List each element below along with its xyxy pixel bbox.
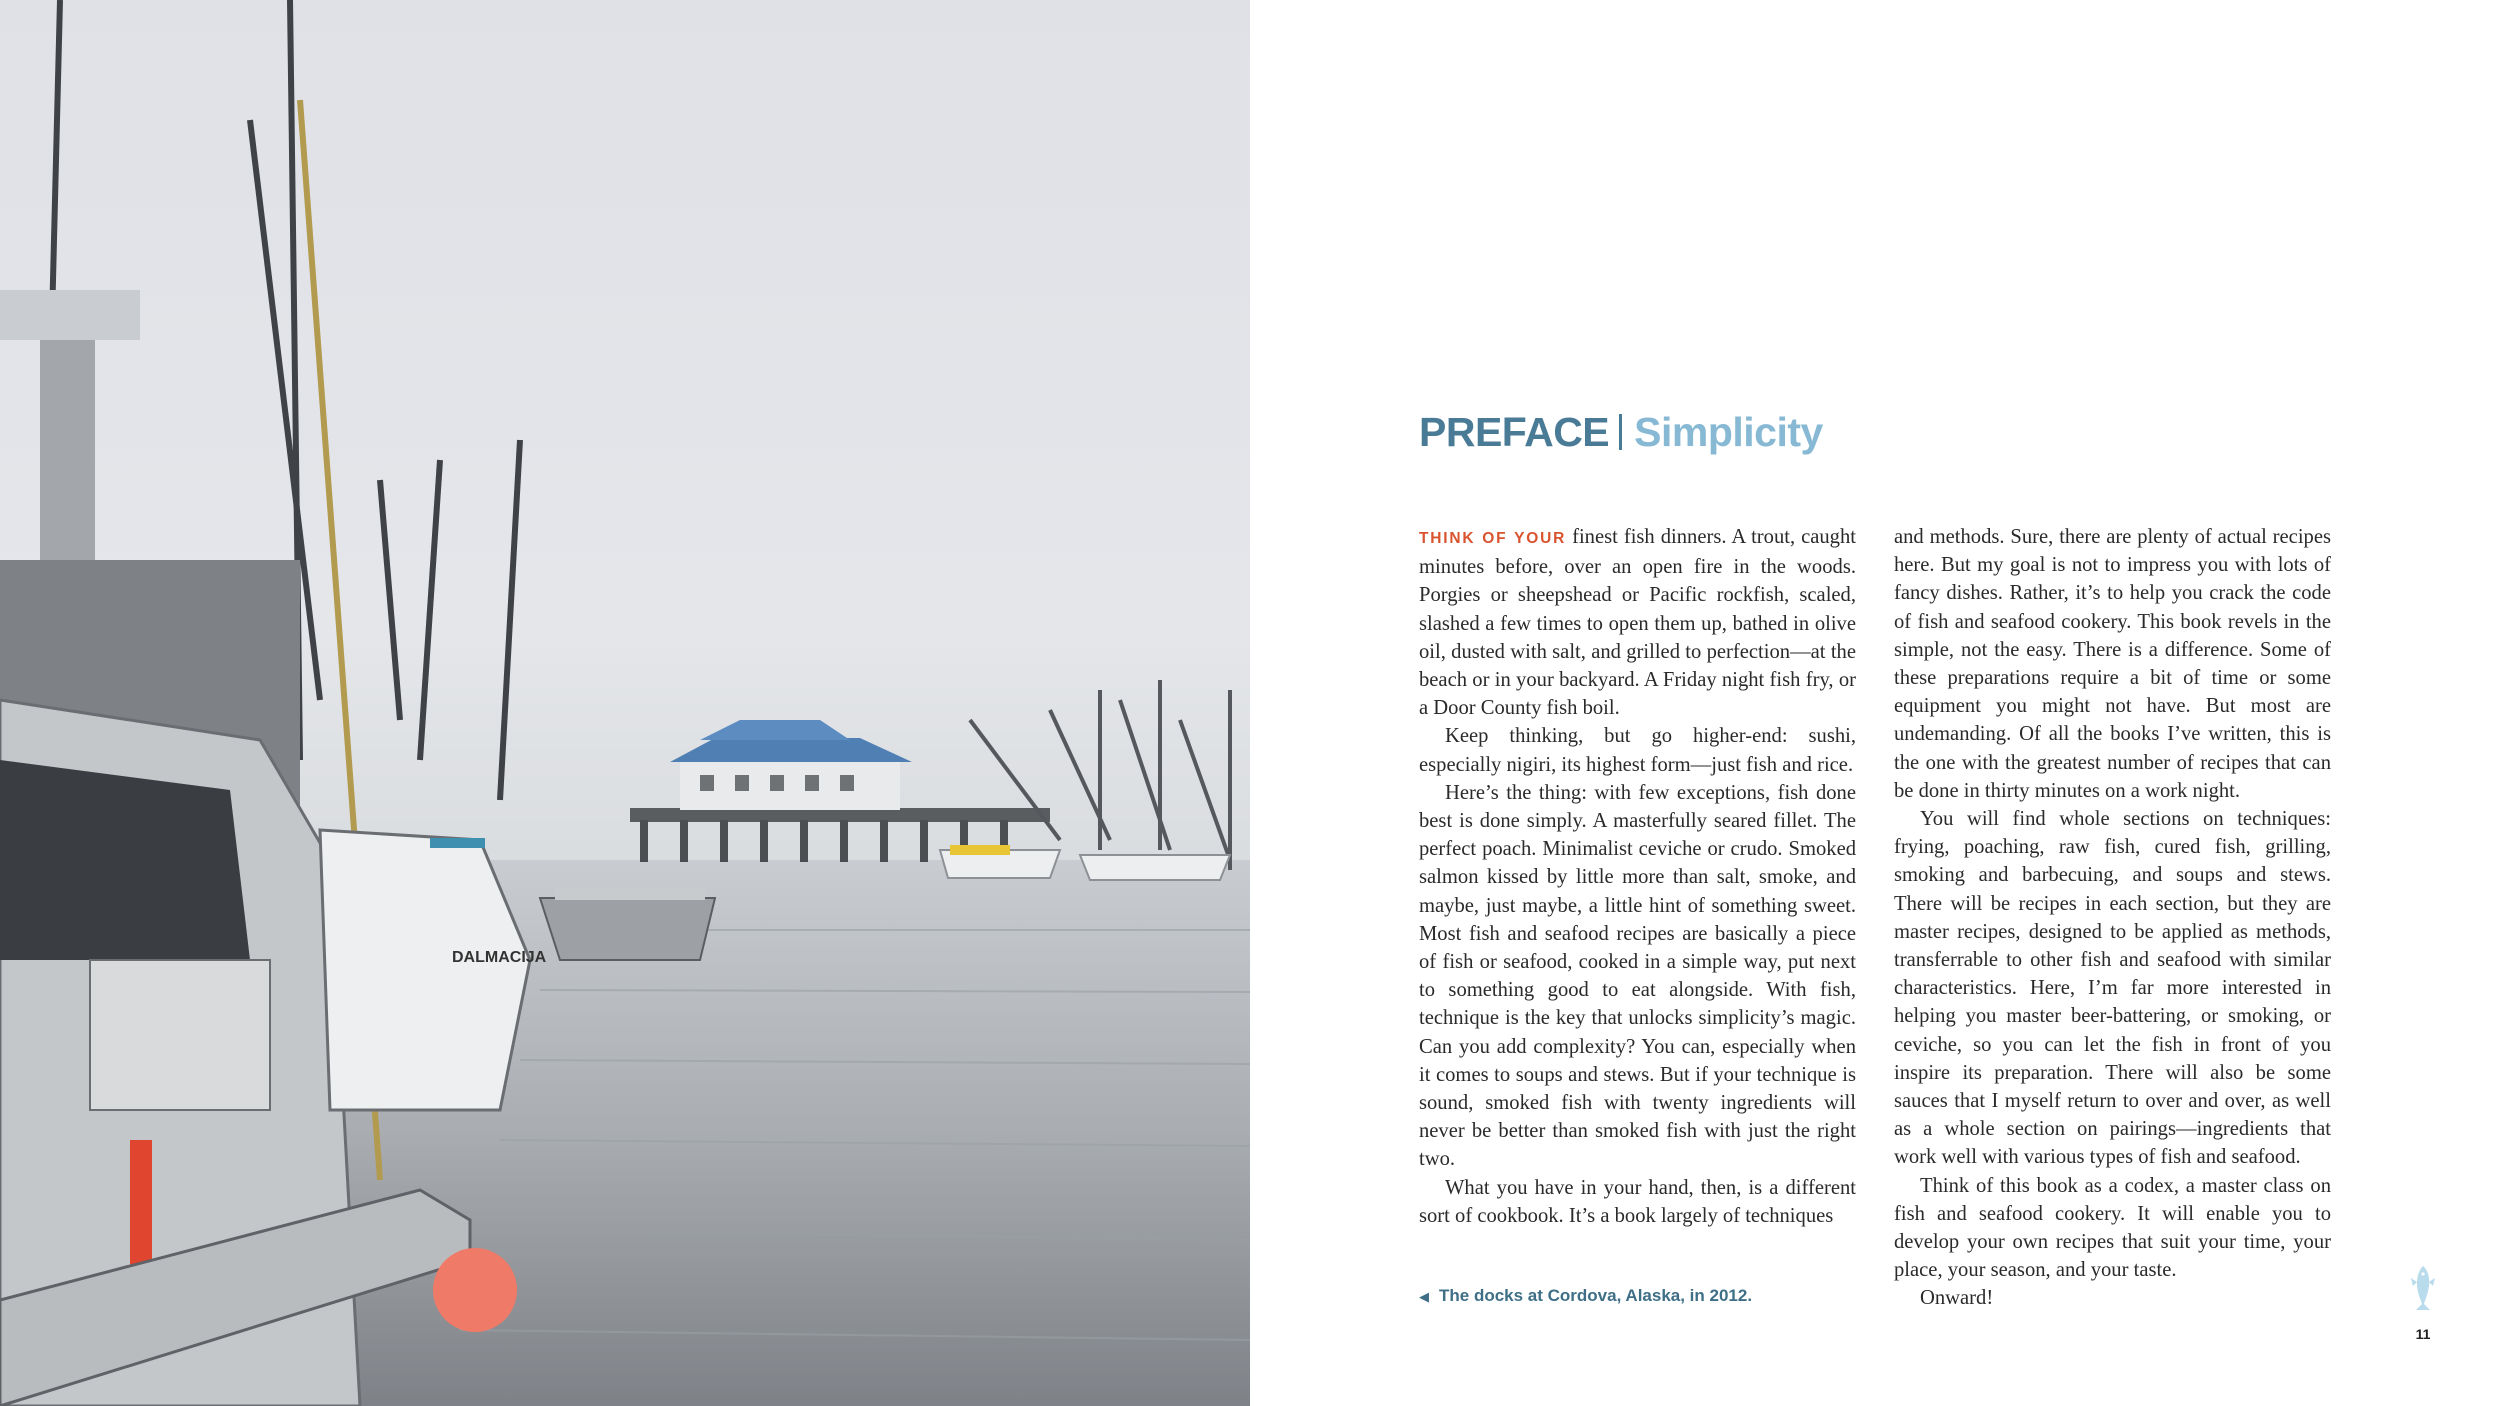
text-page <box>1250 0 2500 1406</box>
paragraph <box>1419 523 1856 722</box>
fish-icon <box>2410 1264 2436 1312</box>
lead-in: THINK OF YOUR <box>1419 530 1567 547</box>
page-title <box>1419 402 1823 462</box>
title-subtitle: Simplicity <box>1634 409 1823 455</box>
paragraph: Here’s the thing: with few exceptions, fish done best is done simply. A masterfully seared fillet. The perfect poach. Minimalist ceviche or crudo. Smoked salmon kissed by little more than salt, smoke, and maybe, just maybe, a little hint of something sweet. Most fish and seafood recipes are basically a piece of fish or seafood, cooked in a simple way, put next to something good to eat alongside. With fish, technique is the key that unlocks simplicity’s magic. Can you add complexity? You can, especially when it comes to soups and stews. But if your technique is sound, smoked fish with twenty ingredients will never be better than smoked fish with just the right two. <box>1419 781 1856 1171</box>
paragraph: Think of this book as a codex, a master class on fish and seafood cookery. It will enable you to develop your own recipes that suit your time, your place, your season, and your taste. <box>1894 1174 2331 1282</box>
text-column-1 <box>1419 523 1856 1230</box>
boat-name-label: DALMACIJA <box>452 949 547 966</box>
paragraph-text: finest fish dinners. A trout, caught minutes before, over an open fire in the woods. Porgies or sheepshead or Pacific rockfish, scaled, slashed a few times to open them up, bathed in olive oil, dusted with salt, and grilled to perfection—at the beach or in your backyard. A Friday night fish fry, or a Door County fish boil. <box>1419 526 1856 720</box>
left-arrow-icon: ◀ <box>1419 1289 1429 1304</box>
caption-text: The docks at Cordova, Alaska, in 2012. <box>1439 1286 1753 1305</box>
paragraph: and methods. Sure, there are plenty of actual recipes here. But my goal is not to impress you with lots of fancy dishes. Rather, it’s to help you crack the code of fish and seafood cookery. This book revels in the simple, not the easy. There is a difference. Some of these preparations require a bit of time or some equipment you might not have. But most are undemanding. Of all the books I’ve written, this is the one with the greatest number of recipes that can be done in thirty minutes on a work night. <box>1894 526 2331 802</box>
text-column-2 <box>1894 523 2331 1313</box>
paragraph: Keep thinking, but go higher-end: sushi, especially nigiri, its highest form—just fish and rice. <box>1419 725 1856 776</box>
page-number: 11 <box>2415 1326 2431 1342</box>
title-divider <box>1619 414 1622 450</box>
paragraph: Onward! <box>1920 1287 1994 1310</box>
paragraph: You will find whole sections on techniques: frying, poaching, raw fish, cured fish, grilling, smoking and barbecuing, and soups and stews. There will be recipes in each section, but they are master recipes, designed to be applied as methods, transferrable to other fish and seafood with similar characteristics. Here, I’m far more interested in helping you master beer-battering, or smoking, or ceviche, so you can let the fish in front of you inspire its preparation. There will also be some sauces that I myself return to over and over, as well as a whole section on pairings—ingredients that work well with various types of fish and seafood. <box>1894 808 2331 1169</box>
paragraph: What you have in your hand, then, is a different sort of cookbook. It’s a book largely of techniques <box>1419 1176 1856 1227</box>
photo-caption <box>1419 1286 1752 1306</box>
title-main: PREFACE <box>1419 409 1610 455</box>
